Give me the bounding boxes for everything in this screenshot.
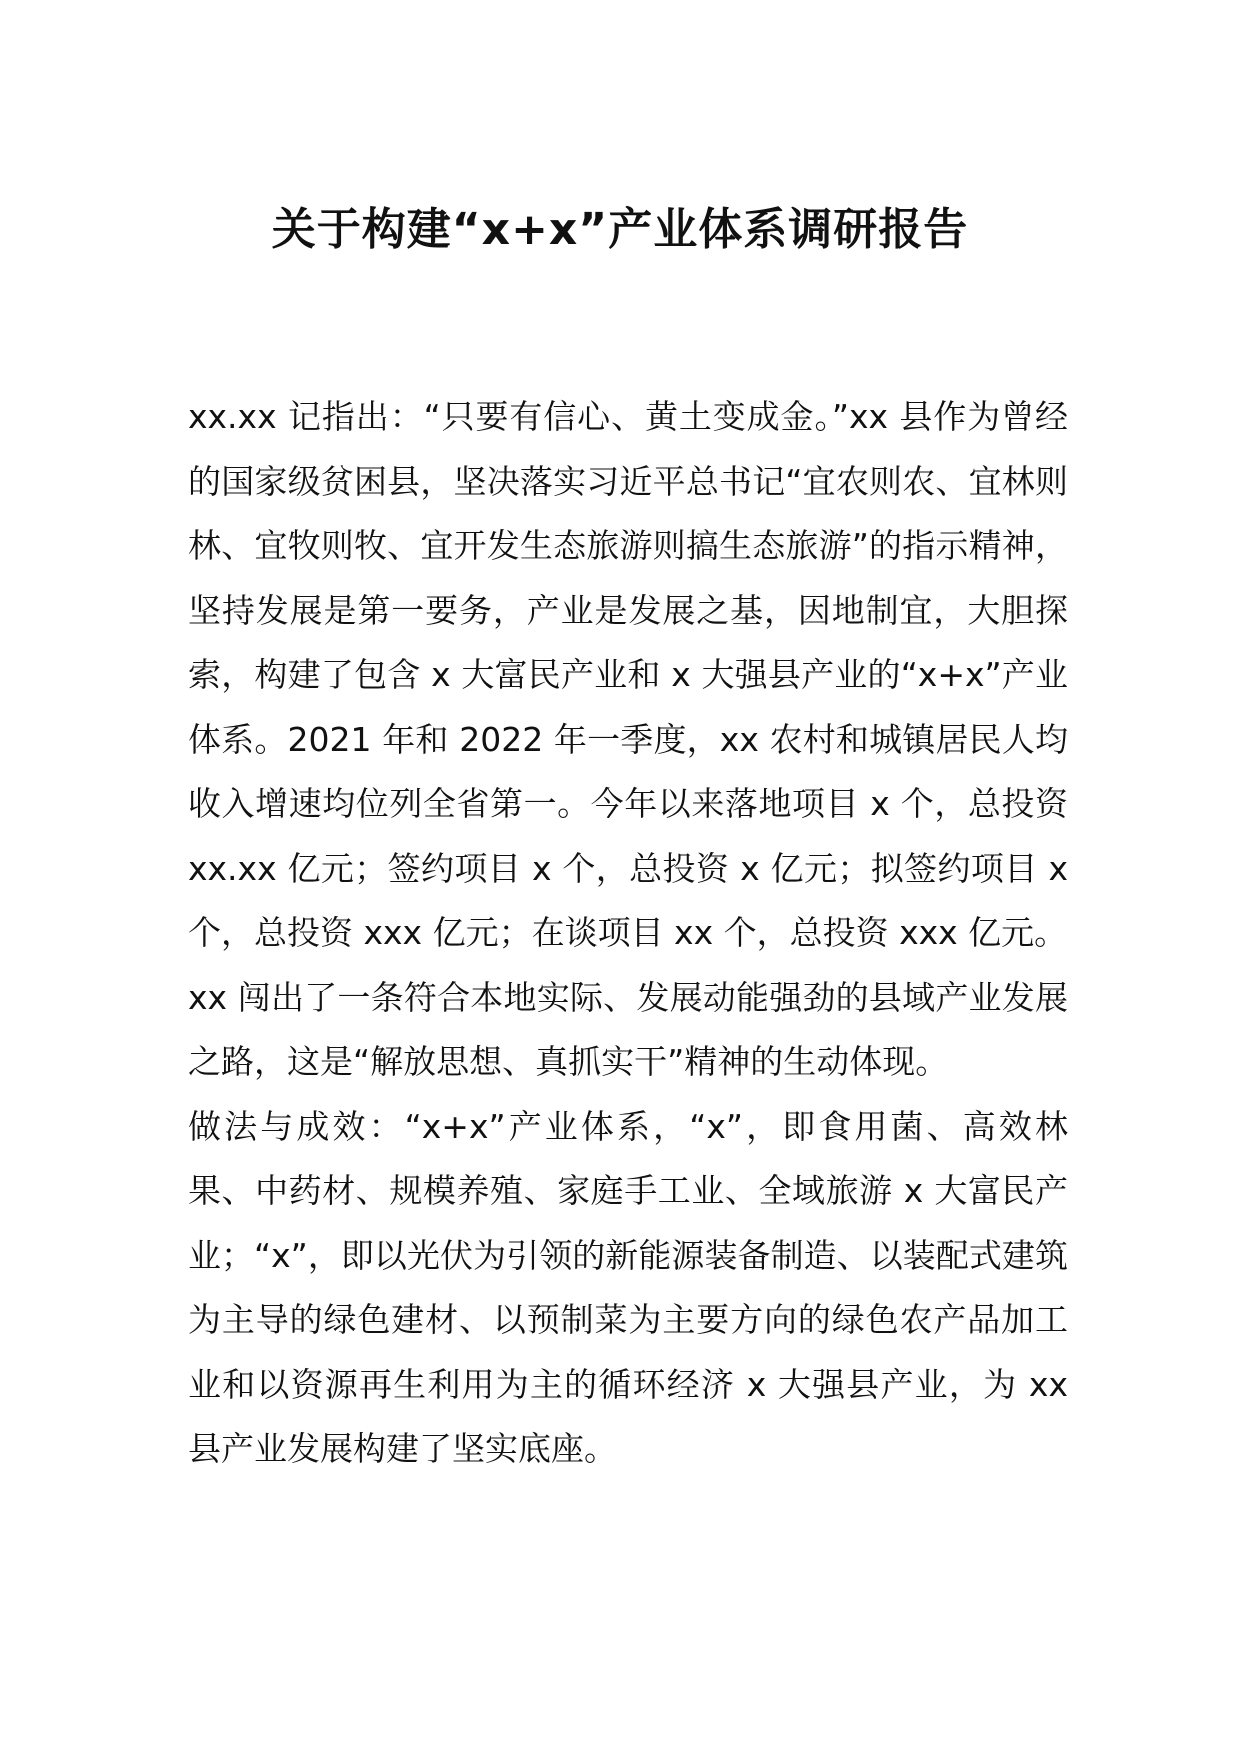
document-title: 关于构建“x+x”产业体系调研报告 bbox=[271, 204, 969, 255]
document-body bbox=[188, 385, 1068, 1482]
paragraph-summary: xx 闯出了一条符合本地实际、发展动能强劲的县域产业发展之路，这是“解放思想、真抓实干”精神的生动体现。 bbox=[188, 977, 1068, 1081]
paragraph-practice: 做法与成效：“x+x”产业体系，“x”，即食用菌、高效林果、中药材、规模养殖、家庭手工业、全域旅游 x 大富民产业；“x”，即以光伏为引领的新能源装备制造、以装配式建筑为主导的绿色建材、以预制菜为主要方向的绿色农产品加工业和以资源再生利用为主的循环经济 x 大强县产业，为 xx 县产业发展构建了坚实底座。 bbox=[188, 1106, 1068, 1468]
paragraph-intro: xx.xx 记指出：“只要有信心、黄土变成金。”xx 县作为曾经的国家级贫困县，坚决落实习近平总书记“宜农则农、宜林则林、宜牧则牧、宜开发生态旅游则搞生态旅游”的指示精神，坚持发展是第一要务，产业是发展之基，因地制宜，大胆探索，构建了包含 x 大富民产业和 x 大强县产业的“x+x”产业体系。2021 年和 2022 年一季度，xx 农村和城镇居民人均收入增速均位列全省第一。今年以来落地项目 x 个，总投资 xx.xx 亿元；签约项目 x 个，总投资 x 亿元；拟签约项目 x 个，总投资 xxx 亿元；在谈项目 xx 个，总投资 xxx 亿元。 bbox=[188, 397, 1068, 952]
